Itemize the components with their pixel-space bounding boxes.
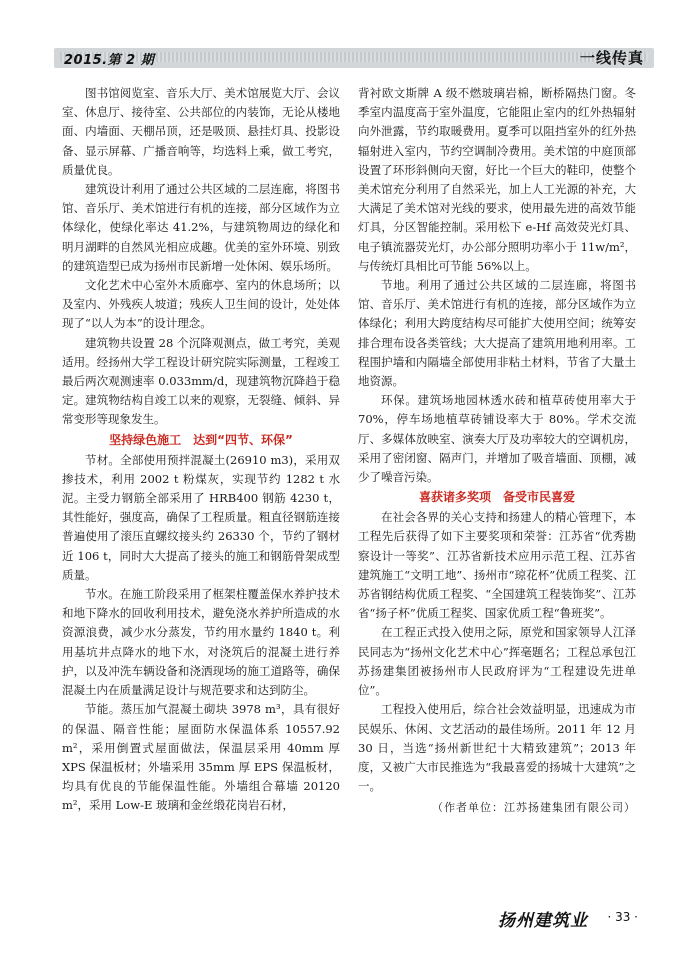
paragraph: 建筑设计利用了通过公共区域的二层连廊，将图书馆、音乐厅、美术馆进行有机的连接，部分区域作为立体绿化，使绿化率达 41.2%，与建筑物周边的绿化和明月湖畔的自然风光相应成趣。优美的室外环境、别致的建筑造型已成为扬州市民新增一处休闲、娱乐场所。 (62, 182, 340, 273)
paragraph: 图书馆阅览室、音乐大厅、美术馆展览大厅、会议室、休息厅、接待室、公共部位的内装饰，无论从楼地面、内墙面、天棚吊顶，还是吸顶、悬挂灯具、投影设备、显示屏幕、广播音响等，均选料上乘，做工考究，质量优良。 (62, 86, 340, 177)
paragraph: 在社会各界的关心支持和扬建人的精心管理下，本工程先后获得了如下主要奖项和荣誉：江苏省“优秀勘察设计一等奖”、江苏省新技术应用示范工程、江苏省建筑施工“文明工地”、扬州市“琼花杯”优质工程奖、江苏省钢结构优质工程奖、“全国建筑工程装饰奖”、江苏省“扬子杯”优质工程奖、国家优质工程“鲁班奖”。 (358, 510, 636, 621)
paragraph: 节能。蒸压加气混凝土砌块 3978 m³，具有很好的保温、隔音性能；屋面防水保温体系 10557.92 m²，采用倒置式屋面做法，保温层采用 40mm 厚 XPS 保温板材；外墙采用 35mm 厚 EPS 保温板材，均具有优良的节能保温性能。外墙组合幕墙 20120 m²，采用 Low-E 玻璃和金丝缎花岗岩石材， (62, 702, 340, 813)
section-heading: 喜获诸多奖项 备受市民喜爱 (418, 490, 575, 505)
paragraph: 环保。建筑场地园林透水砖和植草砖使用率大于 70%，停车场地植草砖铺设率大于 80%。学术交流厅、多媒体放映室、演奏大厅及功率较大的空调机房，采用了密闭窗、隔声门，并增加了吸音墙面、顶棚，减少了噪音污染。 (358, 393, 636, 485)
page-header (54, 44, 654, 74)
issue-label: 2015.第 2 期 (64, 53, 155, 68)
left-column (62, 84, 340, 816)
paragraph: 节水。在施工阶段采用了框架柱覆盖保水养护技术和地下降水的回收利用技术，避免浇水养护所造成的水资源浪费，减少水分蒸发，节约用水量约 1840 t。利用基坑井点降水的地下水，对浇筑后的混凝土进行养护，以及冲洗车辆设备和浇洒现场的施工道路等，确保混凝土内在质量满足设计与规范要求和达到防尘。 (62, 587, 340, 698)
section-title: 一线传真 (579, 49, 644, 67)
paragraph: 在工程正式投入使用之际，原党和国家领导人江泽民同志为“扬州文化艺术中心”挥毫题名；工程总承包江苏扬建集团被扬州市人民政府评为“工程建设先进单位”。 (358, 625, 636, 698)
right-column (358, 84, 636, 818)
paragraph: 节材。全部使用预拌混凝土(26910 m3)，采用双掺技术，利用 2002 t 粉煤灰，实现节约 1282 t 水泥。主受力钢筋全部采用了 HRB400 钢筋 4230 t，其性能好，强度高，确保了工程质量。粗直径钢筋连接普遍使用了滚压直螺纹接头约 26330 个，节约了钢材近 106 t，同时大大提高了接头的施工和钢筋骨架成型质量。 (62, 452, 340, 582)
magazine-logo: 扬州建筑业 (498, 911, 588, 931)
paragraph: 背衬欧文斯牌 A 级不燃玻璃岩棉，断桥隔热门窗。冬季室内温度高于室外温度，它能阻止室内的红外热辐射向外泄露，节约取暖费用。夏季可以阻挡室外的红外热辐射进入室内，节约空调制冷费用。美术馆的中庭顶部设置了环形斜侧向天窗，好比一个巨大的鞋印，使整个美术馆充分利用了自然采光，加上人工光源的补充，大大满足了美术馆对光线的要求，使用最先进的高效节能灯具，分区智能控制。采用松下 e-Hf 高效荧光灯具、电子镇流器荧光灯，办公部分照明功率小于 11w/m²，与传统灯具相比可节能 56%以上。 (358, 86, 636, 273)
paragraph: 工程投入使用后，综合社会效益明显，迅速成为市民娱乐、休闲、文艺活动的最佳场所。2011 年 12 月 30 日，当选“扬州新世纪十大精致建筑”；2013 年度，又被广大市民推选为“我最喜爱的扬城十大建筑”之一。 (358, 702, 636, 794)
page-number: · 33 · (607, 910, 638, 924)
paragraph: 建筑物共设置 28 个沉降观测点，做工考究，美观适用。经扬州大学工程设计研究院实际测量，工程竣工最后两次观测速率 0.033mm/d，现建筑物沉降趋于稳定。建筑物结构自竣工以来的观察，无裂缝、倾斜、异常变形等现象发生。 (62, 335, 340, 427)
author-affiliation: （作者单位：江苏扬建集团有限公司） (432, 801, 636, 815)
section-heading: 坚持绿色施工 达到“四节、环保” (109, 432, 293, 447)
page-footer (498, 906, 638, 932)
paragraph: 节地。利用了通过公共区域的二层连廊，将图书馆、音乐厅、美术馆进行有机的连接，部分区域作为立体绿化；利用大跨度结构尽可能扩大使用空间；统筹安排合理布设各类管线；大大提高了建筑用地利用率。工程围护墙和内隔墙全部使用非粘土材料，节省了大量土地资源。 (358, 278, 636, 389)
paragraph: 文化艺术中心室外木质廊亭、室内的休息场所；以及室内、外残疾人坡道；残疾人卫生间的设计，处处体现了“以人为本”的设计理念。 (62, 278, 340, 331)
